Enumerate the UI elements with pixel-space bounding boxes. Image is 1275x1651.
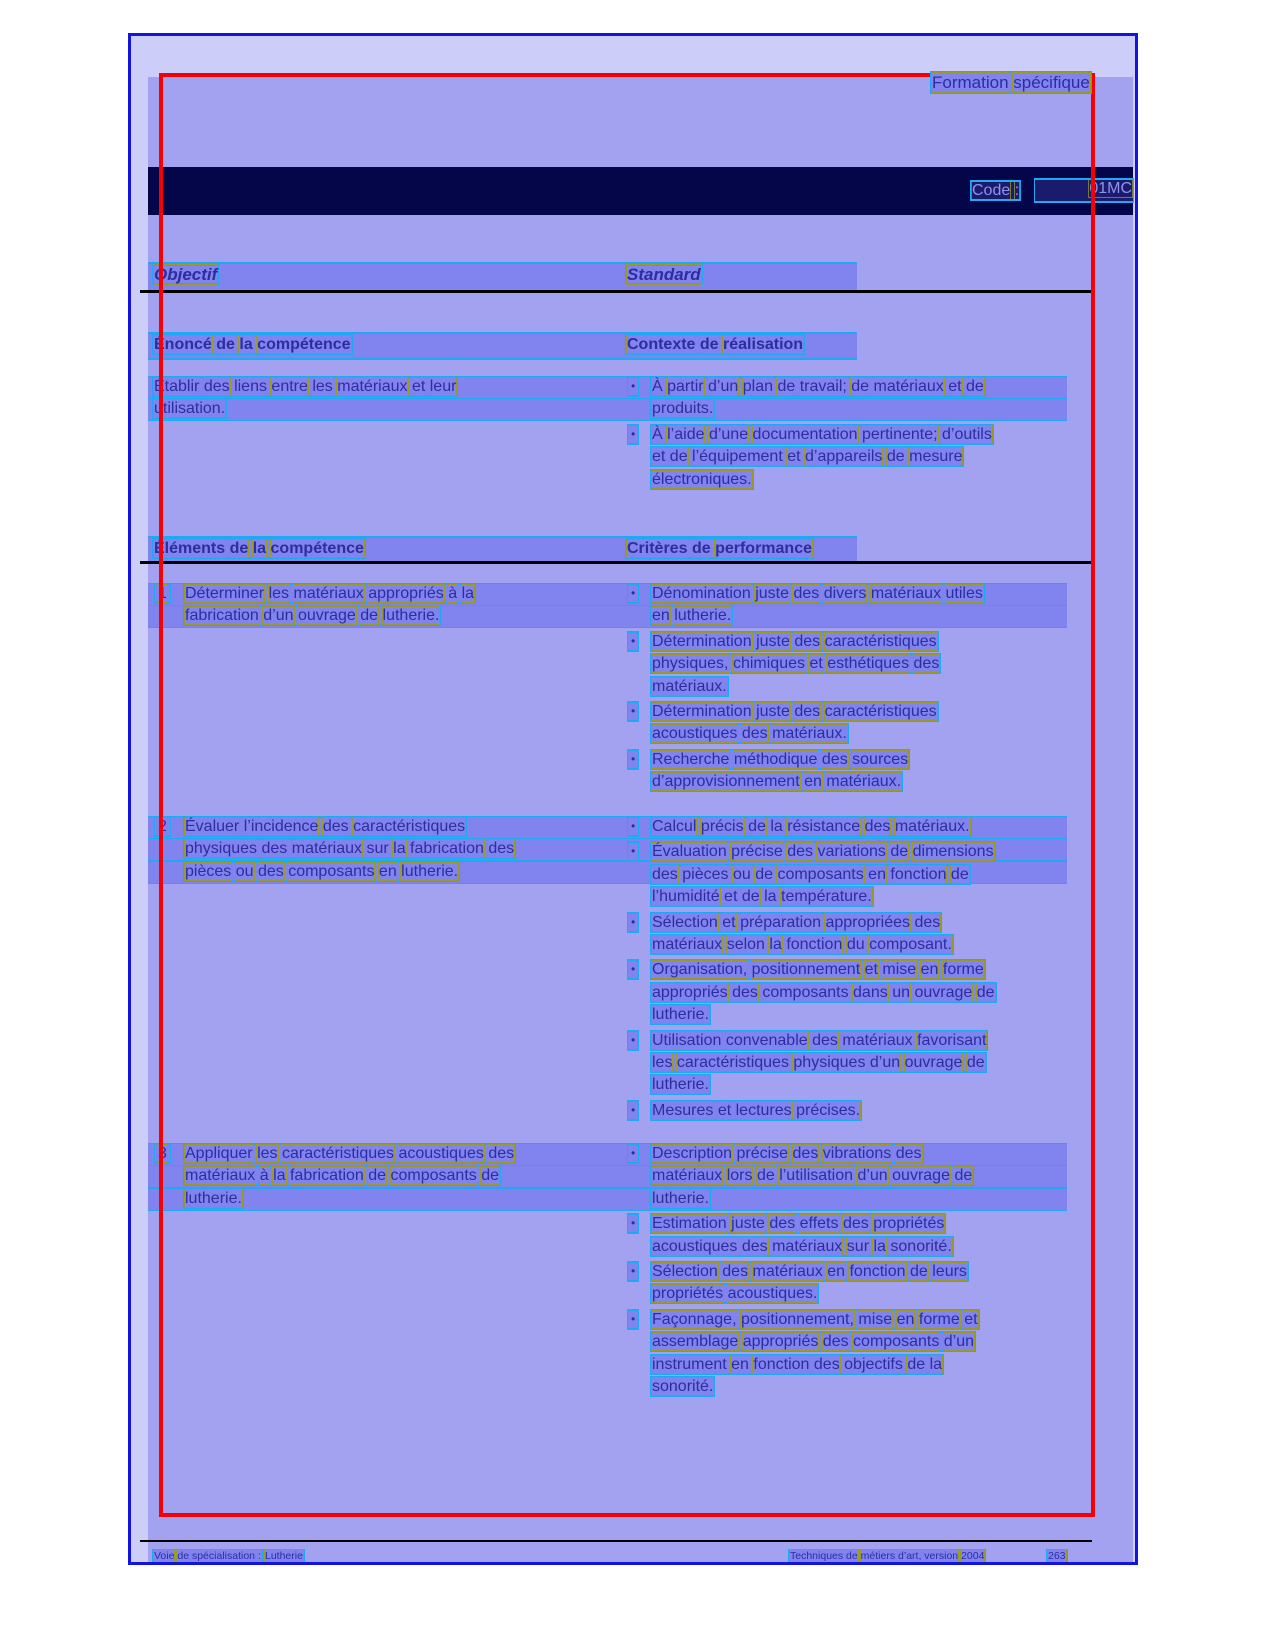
bullet-dot-icon: • <box>627 912 639 933</box>
element-line: fabrication d’un ouvrage de lutherie. <box>185 607 440 625</box>
bullet-item <box>627 631 1107 698</box>
bullet-dot-icon: • <box>627 749 639 770</box>
bullet-marker <box>627 631 650 698</box>
footer-left-label <box>152 1546 263 1564</box>
bullet-marker <box>627 424 650 491</box>
bullet-marker <box>627 1309 650 1399</box>
element-column <box>183 583 623 628</box>
bullet-line: d’approvisionnement en matériaux. <box>652 773 902 791</box>
competence-row-2 <box>148 816 1133 1141</box>
bullet-line: Calcul précis de la résistance des matériaux. <box>652 818 970 835</box>
bullet-line: Évaluation précise des variations de dimensions <box>652 843 994 861</box>
code-value-box <box>1034 178 1134 203</box>
statement-line: utilisation. <box>154 400 226 418</box>
element-line: Évaluer l’incidence des caractéristiques <box>185 818 466 835</box>
bullet-item <box>627 1261 1107 1306</box>
bullet-marker <box>627 912 650 957</box>
bullet-dot-icon: • <box>627 1030 639 1051</box>
bullet-line: Façonnage, positionnement, mise en forme et <box>652 1310 978 1328</box>
bullet-line: lutherie. <box>652 1076 709 1094</box>
element-line: physiques des matériaux sur la fabrication des <box>185 840 515 858</box>
bullet-line: acoustiques des matériaux sur la sonorité. <box>652 1237 952 1255</box>
bullet-item <box>627 376 1107 421</box>
bullet-line: assemblage appropriés des composants d’un <box>652 1333 975 1351</box>
bullet-line: appropriés des composants dans un ouvrage de <box>652 983 995 1001</box>
code-label: Code : <box>972 182 1020 199</box>
bullet-marker <box>627 959 650 1026</box>
bullet-line: des pièces ou de composants en fonction de <box>652 865 969 883</box>
heading-criteres-text: Critères de performance <box>627 540 812 557</box>
bullet-line: sonorité. <box>652 1377 714 1395</box>
bullet-line: propriétés acoustiques. <box>652 1285 818 1303</box>
footer-right-text-line: Techniques de métiers d’art, version 2004 <box>790 1550 985 1562</box>
section1-content <box>148 376 1133 511</box>
context-column <box>627 376 1107 494</box>
bullet-item <box>627 1030 1107 1097</box>
bullet-dot-icon: • <box>627 816 639 837</box>
bullet-line: instrument en fonction des objectifs de la <box>652 1355 943 1373</box>
bullet-marker <box>627 583 650 628</box>
bullet-line: Mesures et lectures précises. <box>652 1101 861 1119</box>
bullet-item <box>627 1309 1107 1399</box>
bullet-marker <box>627 1100 650 1122</box>
element-line: lutherie. <box>185 1189 242 1207</box>
bullet-line: Description précise des vibrations des <box>652 1145 922 1162</box>
column-title-objectif <box>152 264 219 285</box>
bullet-marker <box>627 749 650 794</box>
column-title-standard <box>625 264 703 285</box>
bullet-line: Sélection et préparation appropriées des <box>652 913 941 931</box>
footer-left-value-text: Lutherie <box>265 1550 303 1562</box>
bullet-dot-icon: • <box>627 701 639 722</box>
statement-column <box>152 376 612 421</box>
bullet-marker <box>627 816 650 838</box>
bullet-item <box>627 424 1107 491</box>
bullet-item <box>627 816 1107 838</box>
bullet-line: À partir d’un plan de travail; de matériaux et de <box>652 378 984 395</box>
corner-label-text: Formation spécifique <box>932 73 1090 92</box>
column-title-objectif-text: Objectif <box>154 265 218 284</box>
criteria-column <box>627 1143 1107 1401</box>
bullet-marker <box>627 1213 650 1258</box>
bullet-marker <box>627 1261 650 1306</box>
statement-line: Établir des liens entre les matériaux et leur <box>154 378 457 395</box>
heading-elements-competence <box>152 538 366 559</box>
bullet-dot-icon: • <box>627 1213 639 1234</box>
divider-rule-middle <box>140 561 1092 564</box>
row-number-text: 2 <box>154 816 171 837</box>
bullet-item <box>627 959 1107 1026</box>
bullet-line: Organisation, positionnement et mise en forme <box>652 961 984 979</box>
row-number <box>154 583 171 604</box>
title-bar <box>148 167 1133 215</box>
bullet-dot-icon: • <box>627 959 639 980</box>
row-number <box>154 816 171 837</box>
bullet-dot-icon: • <box>627 376 639 397</box>
bullet-line: Dénomination juste des divers matériaux utiles <box>652 585 983 602</box>
bullet-item <box>627 841 1107 908</box>
bullet-marker <box>627 701 650 746</box>
competence-row-3 <box>148 1143 1133 1403</box>
element-line: matériaux à la fabrication de composants de <box>185 1167 500 1185</box>
heading-enonce-competence <box>152 334 353 355</box>
element-line: Appliquer les caractéristiques acoustiques des <box>185 1145 515 1162</box>
bullet-item <box>627 1100 1107 1122</box>
bullet-marker <box>627 376 650 421</box>
footer-left-value <box>263 1546 305 1564</box>
divider-rule-top <box>140 290 1092 293</box>
row-number <box>154 1143 171 1164</box>
element-line: pièces ou des composants en lutherie. <box>185 862 459 880</box>
bullet-marker <box>627 841 650 908</box>
element-line: Déterminer les matériaux appropriés à la <box>185 585 475 602</box>
bullet-line: matériaux. <box>652 677 727 695</box>
column-title-standard-text: Standard <box>627 265 701 284</box>
footer-rule <box>140 1540 1092 1542</box>
bullet-dot-icon: • <box>627 1261 639 1282</box>
column-titles-band <box>148 262 857 292</box>
bullet-line: Utilisation convenable des matériaux favorisant <box>652 1031 987 1049</box>
bullet-line: Détermination juste des caractéristiques <box>652 632 937 650</box>
bullet-dot-icon: • <box>627 424 639 445</box>
element-column <box>183 816 623 883</box>
heading-contexte-realisation <box>625 334 805 355</box>
bullet-line: Recherche méthodique des sources <box>652 750 909 768</box>
bullet-line: matériaux selon la fonction du composant. <box>652 935 952 953</box>
bullet-line: produits. <box>652 400 714 418</box>
row-number-text: 1 <box>154 583 171 604</box>
criteria-column <box>627 583 1107 797</box>
bullet-dot-icon: • <box>627 583 639 604</box>
bullet-marker <box>627 1030 650 1097</box>
bullet-dot-icon: • <box>627 841 639 862</box>
bullet-line: lutherie. <box>652 1189 709 1207</box>
competence-row-1 <box>148 583 1133 813</box>
bullet-line: matériaux lors de l’utilisation d’un ouvrage de <box>652 1167 973 1185</box>
bullet-line: Estimation juste des effets des propriétés <box>652 1215 945 1233</box>
bullet-line: lutherie. <box>652 1006 709 1024</box>
bullet-line: électroniques. <box>652 470 752 488</box>
footer-page-number-text: 263 <box>1048 1550 1066 1562</box>
corner-label <box>930 71 1092 94</box>
bullet-dot-icon: • <box>627 631 639 652</box>
bullet-item <box>627 583 1107 628</box>
element-column <box>183 1143 623 1210</box>
heading-contexte-text: Contexte de réalisation <box>627 336 804 353</box>
bullet-line: et de l’équipement et d’appareils de mesure <box>652 448 963 466</box>
bullet-line: l’humidité et de la température. <box>652 888 872 906</box>
bullet-line: physiques, chimiques et esthétiques des <box>652 655 940 673</box>
footer-left-label-text: Voie de spécialisation : <box>154 1550 261 1562</box>
bullet-line: les caractéristiques physiques d’un ouvrage de <box>652 1053 985 1071</box>
row-number-text: 3 <box>154 1143 171 1164</box>
footer-page-number <box>1046 1546 1068 1564</box>
bullet-item <box>627 701 1107 746</box>
bullet-dot-icon: • <box>627 1100 639 1121</box>
criteria-column <box>627 816 1107 1125</box>
bullet-marker <box>627 1143 650 1210</box>
bullet-item <box>627 1213 1107 1258</box>
bullet-dot-icon: • <box>627 1309 639 1330</box>
bullet-line: acoustiques des matériaux. <box>652 725 847 743</box>
heading-elements-text: Éléments de la compétence <box>154 540 364 557</box>
bullet-item <box>627 912 1107 957</box>
bullet-line: Sélection des matériaux en fonction de leurs <box>652 1262 967 1280</box>
bullet-line: Détermination juste des caractéristiques <box>652 702 937 720</box>
footer-right-text <box>788 1546 986 1564</box>
heading-criteres-performance <box>625 538 814 559</box>
bullet-dot-icon: • <box>627 1143 639 1164</box>
heading-enonce-text: Énoncé de la compétence <box>154 336 351 353</box>
bullet-item <box>627 1143 1107 1210</box>
bullet-line: À l’aide d’une documentation pertinente; d’outils <box>652 425 992 443</box>
bullet-line: en lutherie. <box>652 607 732 625</box>
bullet-item <box>627 749 1107 794</box>
code-value: 01MC <box>1089 180 1132 197</box>
